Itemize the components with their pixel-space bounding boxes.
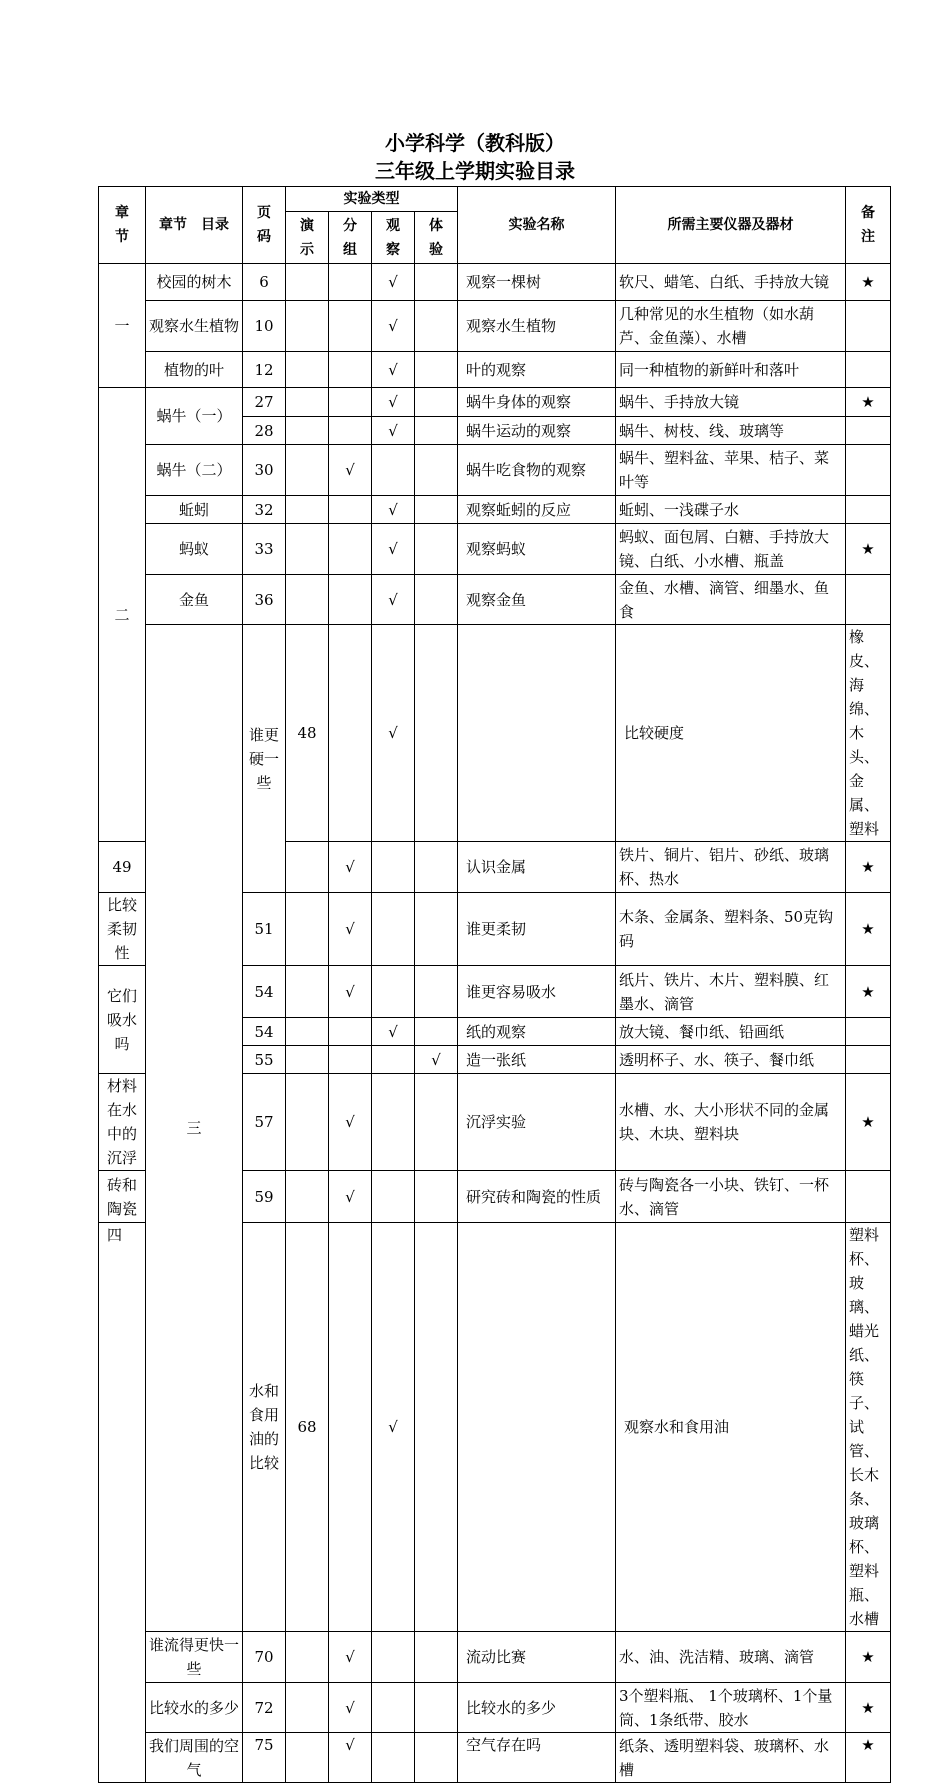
check-mark: √ [372,264,415,301]
section-cell: 比较水的多少 [146,1683,243,1733]
experiment-name-cell: 沉浮实验 [458,1074,616,1171]
section-cell: 观察水生植物 [146,301,243,352]
check-mark: √ [372,575,415,625]
check-mark: √ [372,301,415,352]
equipment-cell: 塑料杯、玻璃、蜡光纸、筷子、试管、长木条、玻璃杯、塑料瓶、水槽 [846,1223,891,1632]
check-mark: √ [372,1223,415,1632]
page-cell: 57 [243,1074,286,1171]
page-cell: 28 [243,417,286,445]
section-cell: 材料在水中的沉浮 [99,1074,146,1171]
header-type-experience: 体 验 [415,212,458,264]
equipment-cell: 放大镜、餐巾纸、铅画纸 [616,1018,846,1046]
table-row [99,264,891,301]
section-cell: 砖和陶瓷 [99,1171,146,1223]
page-cell: 32 [243,496,286,524]
page-cell: 12 [243,352,286,388]
equipment-cell: 金鱼、水槽、滴管、细墨水、鱼食 [616,575,846,625]
experiment-name-cell: 观察水生植物 [458,301,616,352]
header-equipment: 所需主要仪器及器材 [616,187,846,264]
equipment-cell: 木条、金属条、塑料条、50克钩码 [616,893,846,966]
experiment-name-cell: 流动比赛 [458,1632,616,1683]
page-cell: 48 [286,625,329,842]
page-cell: 75 [243,1733,286,1783]
page-cell: 30 [243,445,286,496]
section-cell: 蜗牛（一） [146,388,243,445]
star-mark: ★ [846,966,891,1018]
experiment-name-cell: 谁更柔韧 [458,893,616,966]
table-row [99,496,891,524]
star-mark: ★ [846,388,891,417]
page-cell: 33 [243,524,286,575]
equipment-cell: 透明杯子、水、筷子、餐巾纸 [616,1046,846,1074]
header-row [99,187,891,212]
equipment-cell: 蚯蚓、一浅碟子水 [616,496,846,524]
star-mark: ★ [846,1683,891,1733]
equipment-cell: 水槽、水、大小形状不同的金属块、木块、塑料块 [616,1074,846,1171]
table-row [99,1683,891,1733]
table-row [99,524,891,575]
check-mark: √ [329,1733,372,1783]
equipment-cell: 纸条、透明塑料袋、玻璃杯、水槽 [616,1733,846,1783]
header-experiment-type: 实验类型 [286,187,458,212]
experiment-catalog-table [98,186,891,1783]
table-row [99,388,891,417]
check-mark: √ [329,893,372,966]
experiment-name-cell: 观察水和食用油 [616,1223,846,1632]
equipment-cell: 纸片、铁片、木片、塑料膜、红墨水、滴管 [616,966,846,1018]
star-mark: ★ [846,893,891,966]
header-type-demo: 演 示 [286,212,329,264]
section-cell: 蜗牛（二） [146,445,243,496]
check-mark: √ [329,966,372,1018]
table-row [99,1632,891,1683]
equipment-cell: 砖与陶瓷各一小块、铁钉、一杯水、滴管 [616,1171,846,1223]
star-mark: ★ [846,264,891,301]
equipment-cell: 软尺、蜡笔、白纸、手持放大镜 [616,264,846,301]
header-experiment-name: 实验名称 [458,187,616,264]
document-title: 小学科学（教科版） [385,131,565,155]
check-mark: √ [329,1074,372,1171]
experiment-name-cell: 观察蚯蚓的反应 [458,496,616,524]
experiment-name-cell: 认识金属 [458,842,616,893]
check-mark: √ [372,524,415,575]
section-cell: 植物的叶 [146,352,243,388]
check-mark: √ [372,1018,415,1046]
experiment-name-cell: 谁更容易吸水 [458,966,616,1018]
equipment-cell: 蜗牛、手持放大镜 [616,388,846,417]
check-mark: √ [329,842,372,893]
check-mark: √ [372,625,415,842]
check-mark: √ [329,1632,372,1683]
chapter-cell: 一 [99,264,146,388]
check-mark: √ [329,1683,372,1733]
header-note: 备 注 [846,187,891,264]
equipment-cell: 蚂蚁、面包屑、白糖、手持放大镜、白纸、小水槽、瓶盖 [616,524,846,575]
experiment-name-cell: 蜗牛吃食物的观察 [458,445,616,496]
table-row [99,445,891,496]
section-cell: 谁流得更快一些 [146,1632,243,1683]
table-row [99,301,891,352]
equipment-cell: 蜗牛、树枝、线、玻璃等 [616,417,846,445]
equipment-cell: 同一种植物的新鲜叶和落叶 [616,352,846,388]
star-mark: ★ [846,1074,891,1171]
table-row [99,625,891,842]
experiment-name-cell: 造一张纸 [458,1046,616,1074]
page-cell: 51 [243,893,286,966]
page-cell: 54 [243,966,286,1018]
equipment-cell: 铁片、铜片、铝片、砂纸、玻璃杯、热水 [616,842,846,893]
experiment-name-cell: 蜗牛身体的观察 [458,388,616,417]
document-subtitle: 三年级上学期实验目录 [375,159,575,183]
experiment-name-cell: 蜗牛运动的观察 [458,417,616,445]
experiment-name-cell: 观察一棵树 [458,264,616,301]
star-mark: ★ [846,524,891,575]
experiment-name-cell: 观察蚂蚁 [458,524,616,575]
header-chapter: 章 节 [99,187,146,264]
check-mark: √ [415,1046,458,1074]
section-cell: 比较柔韧性 [99,893,146,966]
page-cell: 59 [243,1171,286,1223]
star-mark: ★ [846,1733,891,1783]
page-cell: 68 [286,1223,329,1632]
star-mark: ★ [846,1632,891,1683]
page-cell: 6 [243,264,286,301]
experiment-name-cell: 研究砖和陶瓷的性质 [458,1171,616,1223]
equipment-cell: 几种常见的水生植物（如水葫芦、金鱼藻）、水槽 [616,301,846,352]
page-cell: 36 [243,575,286,625]
equipment-cell: 橡皮、海绵、木头、金属、塑料 [846,625,891,842]
equipment-cell: 3个塑料瓶、 1个玻璃杯、1个量筒、1条纸带、胶水 [616,1683,846,1733]
experiment-name-cell: 观察金鱼 [458,575,616,625]
table-row [99,575,891,625]
equipment-cell: 蜗牛、塑料盆、苹果、桔子、菜叶等 [616,445,846,496]
check-mark: √ [372,496,415,524]
section-cell: 我们周围的空气 [146,1733,243,1783]
table-row [99,352,891,388]
check-mark: √ [329,1171,372,1223]
equipment-cell: 水、油、洗洁精、玻璃、滴管 [616,1632,846,1683]
page-cell: 54 [243,1018,286,1046]
chapter-cell: 三 [146,625,243,1632]
page-cell: 72 [243,1683,286,1733]
star-mark: ★ [846,842,891,893]
page-cell: 10 [243,301,286,352]
section-cell: 蚯蚓 [146,496,243,524]
table-row [99,1733,891,1783]
page-cell: 49 [99,842,146,893]
page-cell: 70 [243,1632,286,1683]
experiment-name-cell: 比较硬度 [616,625,846,842]
section-cell: 校园的树木 [146,264,243,301]
header-type-observe: 观 察 [372,212,415,264]
section-cell: 它们吸水吗 [99,966,146,1074]
experiment-name-cell: 比较水的多少 [458,1683,616,1733]
page-cell: 27 [243,388,286,417]
check-mark: √ [372,417,415,445]
check-mark: √ [329,445,372,496]
section-cell: 水和食用油的比较 [243,1223,286,1632]
check-mark: √ [372,352,415,388]
header-section: 章节 目录 [146,187,243,264]
experiment-name-cell: 空气存在吗 [458,1733,616,1783]
section-cell: 金鱼 [146,575,243,625]
header-page: 页 码 [243,187,286,264]
check-mark: √ [372,388,415,417]
experiment-name-cell: 叶的观察 [458,352,616,388]
experiment-name-cell: 纸的观察 [458,1018,616,1046]
page-cell: 55 [243,1046,286,1074]
section-cell: 蚂蚁 [146,524,243,575]
header-type-group: 分 组 [329,212,372,264]
chapter-cell: 四 [99,1223,146,1783]
section-cell: 谁更硬一些 [243,625,286,893]
chapter-cell: 二 [99,388,146,842]
